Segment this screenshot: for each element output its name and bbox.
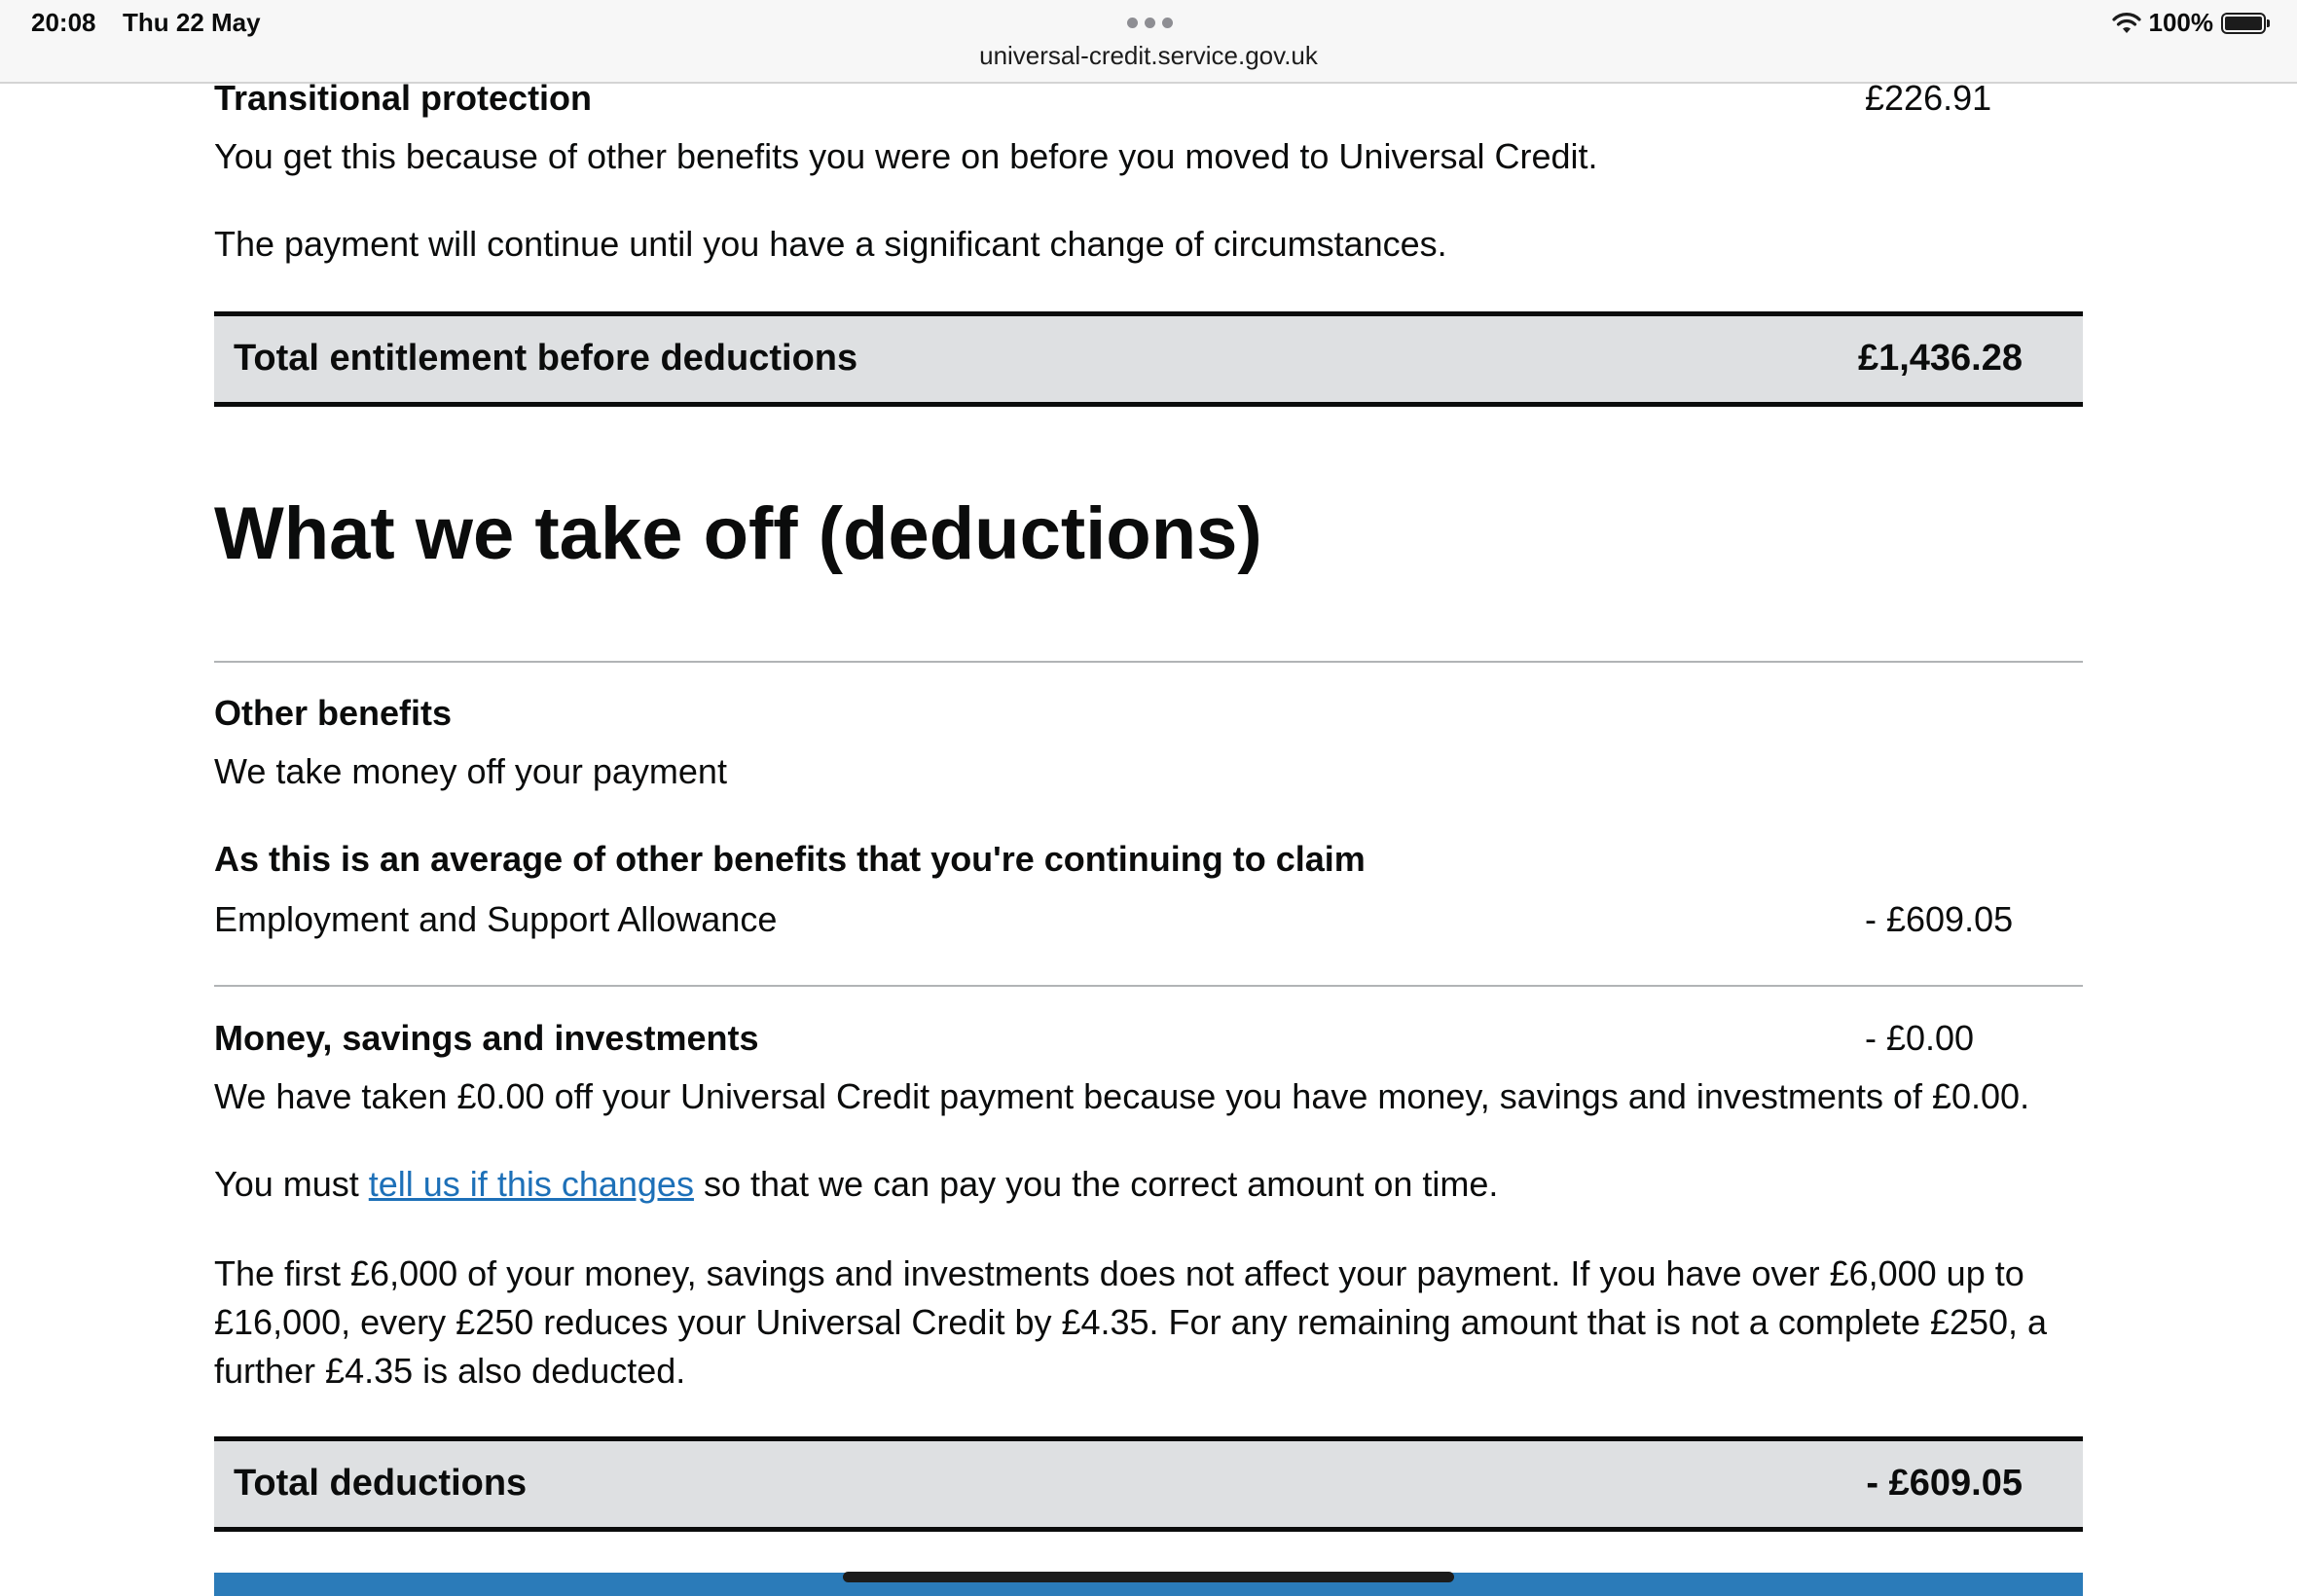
money-savings-title: Money, savings and investments — [214, 1018, 759, 1058]
total-deductions-value: - £609.05 — [1866, 1463, 2023, 1504]
other-benefits-desc: We take money off your payment — [214, 751, 727, 791]
total-entitlement-value: £1,436.28 — [1857, 338, 2023, 379]
page-heading-deductions: What we take off (deductions) — [214, 492, 1262, 575]
status-time: 20:08 — [31, 8, 96, 37]
notice-text-before: You must — [214, 1164, 369, 1204]
total-deductions-label: Total deductions — [234, 1463, 528, 1504]
divider — [214, 661, 2083, 663]
total-entitlement-bar — [214, 311, 2083, 407]
transitional-title: Transitional protection — [214, 78, 593, 118]
home-indicator[interactable] — [843, 1572, 1454, 1582]
battery-percent: 100% — [2148, 8, 2213, 37]
multitasking-dots-icon[interactable] — [1127, 18, 1173, 28]
notice-text-after: so that we can pay you the correct amount on time. — [693, 1164, 1499, 1204]
transitional-desc-1: You get this because of other benefits you were on before you moved to Universal Credit. — [214, 136, 1598, 176]
divider — [214, 985, 2083, 987]
total-deductions-bar — [214, 1436, 2083, 1532]
total-entitlement-label: Total entitlement before deductions — [234, 338, 858, 379]
address-bar-url[interactable]: universal-credit.service.gov.uk — [979, 41, 1318, 70]
money-savings-desc: We have taken £0.00 off your Universal Credit payment because you have money, savings and investments of £0.00. — [214, 1076, 2030, 1116]
tell-us-link[interactable]: tell us if this changes — [368, 1164, 694, 1204]
other-benefits-subheading: As this is an average of other benefits that you're continuing to claim — [214, 839, 1366, 879]
wifi-icon — [2112, 12, 2141, 35]
browser-top-bar — [0, 0, 2297, 84]
battery-icon — [2221, 13, 2266, 34]
money-savings-notice — [214, 1162, 2083, 1207]
other-benefits-title: Other benefits — [214, 693, 453, 733]
esa-label: Employment and Support Allowance — [214, 899, 778, 939]
money-savings-amount: - £0.00 — [1865, 1018, 1975, 1058]
status-date: Thu 22 May — [123, 8, 261, 37]
money-savings-rules: The first £6,000 of your money, savings and investments does not affect your payment. If you have over £6,000 up to £16,000, every £250 reduces your Universal Credit by £4.35. For any remaining amount that is not a complete £250, a further £4.35 is also deducted. — [214, 1253, 2048, 1391]
transitional-desc-2: The payment will continue until you have a significant change of circumstances. — [214, 224, 1447, 264]
esa-amount: - £609.05 — [1865, 899, 2014, 939]
transitional-amount: £226.91 — [1865, 78, 1992, 118]
status-right — [2112, 8, 2267, 38]
